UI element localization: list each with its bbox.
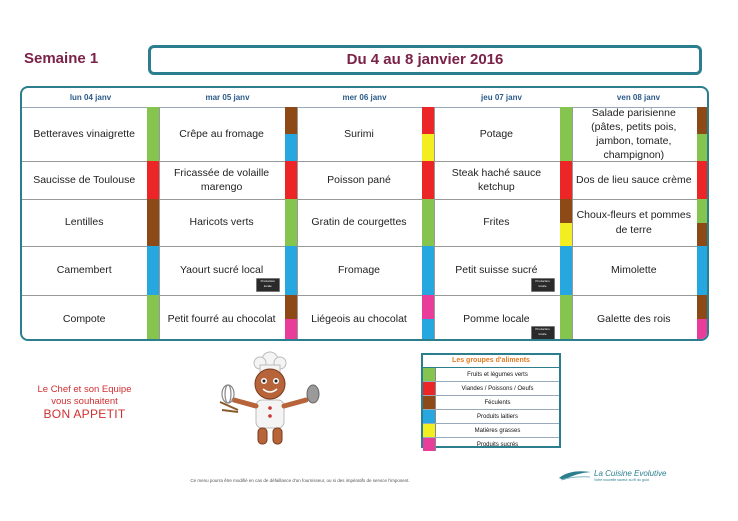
food-group-marker-green: [147, 107, 159, 161]
date-range-title: Du 4 au 8 janvier 2016: [148, 45, 702, 75]
food-group-marker-brown: [697, 107, 709, 134]
menu-table: [20, 86, 709, 341]
food-group-marker-blue: [697, 246, 709, 295]
food-group-marker-red: [147, 161, 159, 199]
dish-name: Surimi: [344, 127, 374, 140]
legend-swatch-yellow: [423, 424, 436, 437]
day-column: [297, 107, 435, 339]
week-label: Semaine 1: [24, 50, 99, 67]
food-group-marker-green: [422, 199, 434, 246]
menu-cell: [572, 107, 709, 162]
chef-message-line1: Le Chef et son Equipe: [37, 384, 132, 395]
food-group-marker-blue: [285, 134, 297, 161]
legend-row: [423, 382, 559, 396]
chef-message: [22, 384, 147, 420]
food-group-marker-red: [422, 107, 434, 134]
menu-cell: [434, 199, 571, 247]
menu-cell: [572, 199, 709, 247]
menu-cell: [159, 295, 296, 341]
menu-cell: [297, 246, 434, 296]
dish-name: Galette des rois: [597, 312, 671, 325]
menu-cell: [22, 295, 159, 341]
menu-cell: [159, 199, 296, 247]
dish-name: Liégeois au chocolat: [311, 312, 407, 325]
food-group-marker-green: [560, 107, 572, 161]
brand-tagline: Votre nouvelle saveur au fil du goût: [594, 478, 649, 482]
food-group-marker-green: [285, 199, 297, 246]
menu-cell: [572, 295, 709, 341]
dish-name: Lentilles: [64, 216, 104, 229]
food-group-marker-brown: [697, 295, 709, 319]
day-header: ven 08 janv: [616, 93, 661, 102]
local-production-badge: Production locale: [531, 326, 555, 340]
menu-cell: [434, 107, 571, 162]
menu-cell: [434, 295, 571, 341]
food-groups-legend: [421, 353, 561, 448]
brand-logo: [558, 465, 688, 487]
brand-name: La Cuisine Evolutive: [594, 469, 667, 478]
dish-name: Petit fourré au chocolat: [167, 312, 276, 325]
food-group-marker-green: [147, 295, 159, 341]
dish-name: Crêpe au fromage: [179, 127, 264, 140]
food-group-marker-brown: [560, 199, 572, 223]
dish-name: Betteraves vinaigrette: [33, 127, 135, 140]
dish-name: Petit suisse sucré: [455, 264, 538, 277]
local-production-badge: Production locale: [531, 278, 555, 292]
food-group-marker-brown: [285, 107, 297, 134]
day-column: [159, 107, 297, 339]
day-header: lun 04 janv: [69, 93, 112, 102]
legend-row: [423, 424, 559, 438]
legend-label: Féculents: [484, 399, 511, 406]
wave-logo-icon: [558, 468, 592, 482]
local-production-badge: Production locale: [256, 278, 280, 292]
spatula-icon: [284, 385, 319, 406]
dish-name: Dos de lieu sauce crème: [576, 173, 692, 186]
food-group-marker-red: [560, 161, 572, 199]
dish-name: Fromage: [337, 264, 380, 277]
legend-label: Fruits et légumes verts: [467, 371, 528, 378]
food-group-marker-yellow: [560, 223, 572, 247]
menu-cell: [22, 107, 159, 162]
menu-cell: [572, 161, 709, 200]
legend-row: [423, 410, 559, 424]
menu-cell: [159, 161, 296, 200]
food-group-marker-yellow: [422, 134, 434, 161]
menu-cell: [434, 161, 571, 200]
day-column: [572, 107, 709, 339]
legend-label: Matières grasses: [474, 427, 521, 434]
menu-cell: [297, 161, 434, 200]
menu-cell: [22, 161, 159, 200]
food-group-marker-pink: [697, 319, 709, 341]
legend-rows: [423, 368, 559, 451]
food-group-marker-red: [697, 161, 709, 199]
food-group-marker-red: [422, 161, 434, 199]
dish-name: Gratin de courgettes: [311, 216, 407, 229]
food-group-marker-pink: [285, 319, 297, 341]
food-group-marker-pink: [422, 295, 434, 319]
menu-cell: [22, 199, 159, 247]
food-group-marker-red: [285, 161, 297, 199]
menu-cell: [22, 246, 159, 296]
dish-name: Compote: [62, 312, 106, 325]
menu-cell: [572, 246, 709, 296]
legend-title: Les groupes d'aliments: [423, 355, 559, 368]
day-header: jeu 07 janv: [481, 93, 522, 102]
menu-cell: [434, 246, 571, 296]
day-column: [434, 107, 572, 339]
food-group-marker-brown: [285, 295, 297, 319]
food-group-marker-green: [560, 295, 572, 341]
menu-cell: [297, 295, 434, 341]
day-header: mar 05 janv: [205, 93, 250, 102]
food-group-marker-green: [697, 199, 709, 223]
dish-name: Frites: [483, 216, 510, 229]
food-group-marker-brown: [147, 199, 159, 246]
dish-name: Choux-fleurs et pommes de terre: [576, 209, 691, 236]
food-group-marker-blue: [422, 319, 434, 341]
food-group-marker-blue: [422, 246, 434, 295]
dish-name: Poisson pané: [327, 173, 391, 186]
food-group-marker-blue: [147, 246, 159, 295]
legend-swatch-green: [423, 368, 436, 381]
legend-label: Viandes / Poissons / Oeufs: [461, 385, 534, 392]
legend-row: [423, 396, 559, 410]
legend-swatch-brown: [423, 396, 436, 409]
menu-cell: [159, 107, 296, 162]
dish-name: Fricassée de volaille marengo: [174, 166, 270, 193]
legend-label: Produits laitiers: [476, 413, 518, 420]
gingerbread-chef-illustration: [214, 350, 326, 450]
dish-name: Potage: [479, 127, 514, 140]
dish-name: Yaourt sucré local: [179, 264, 264, 277]
menu-cell: [297, 107, 434, 162]
dish-name: Haricots verts: [189, 216, 254, 229]
dish-name: Steak haché sauce ketchup: [451, 166, 542, 193]
dish-name: Camembert: [56, 264, 112, 277]
legend-row: [423, 368, 559, 382]
menu-cell: [159, 246, 296, 296]
legend-row: [423, 438, 559, 451]
day-header: mer 06 janv: [342, 93, 387, 102]
legend-swatch-red: [423, 382, 436, 395]
food-group-marker-green: [697, 134, 709, 161]
bon-appetit: BON APPETIT: [43, 407, 126, 421]
food-group-marker-brown: [697, 223, 709, 247]
disclaimer: Ce menu pourra être modifié en cas de défaillance d'un fournisseur, ou si des impératifs de service l'imposent.: [190, 478, 410, 483]
legend-swatch-blue: [423, 410, 436, 423]
dish-name: Saucisse de Toulouse: [33, 173, 136, 186]
food-group-marker-blue: [285, 246, 297, 295]
dish-name: Salade parisienne (pâtes, petits pois, jambon, tomate, champignon): [591, 106, 677, 162]
dish-name: Pomme locale: [463, 312, 530, 325]
dish-name: Mimolette: [611, 264, 657, 277]
whisk-icon: [222, 385, 256, 406]
legend-label: Produits sucrés: [476, 441, 519, 448]
legend-swatch-pink: [423, 438, 436, 451]
chef-message-line2: vous souhaitent: [51, 396, 118, 407]
food-group-marker-blue: [560, 246, 572, 295]
day-column: [22, 107, 160, 339]
menu-cell: [297, 199, 434, 247]
